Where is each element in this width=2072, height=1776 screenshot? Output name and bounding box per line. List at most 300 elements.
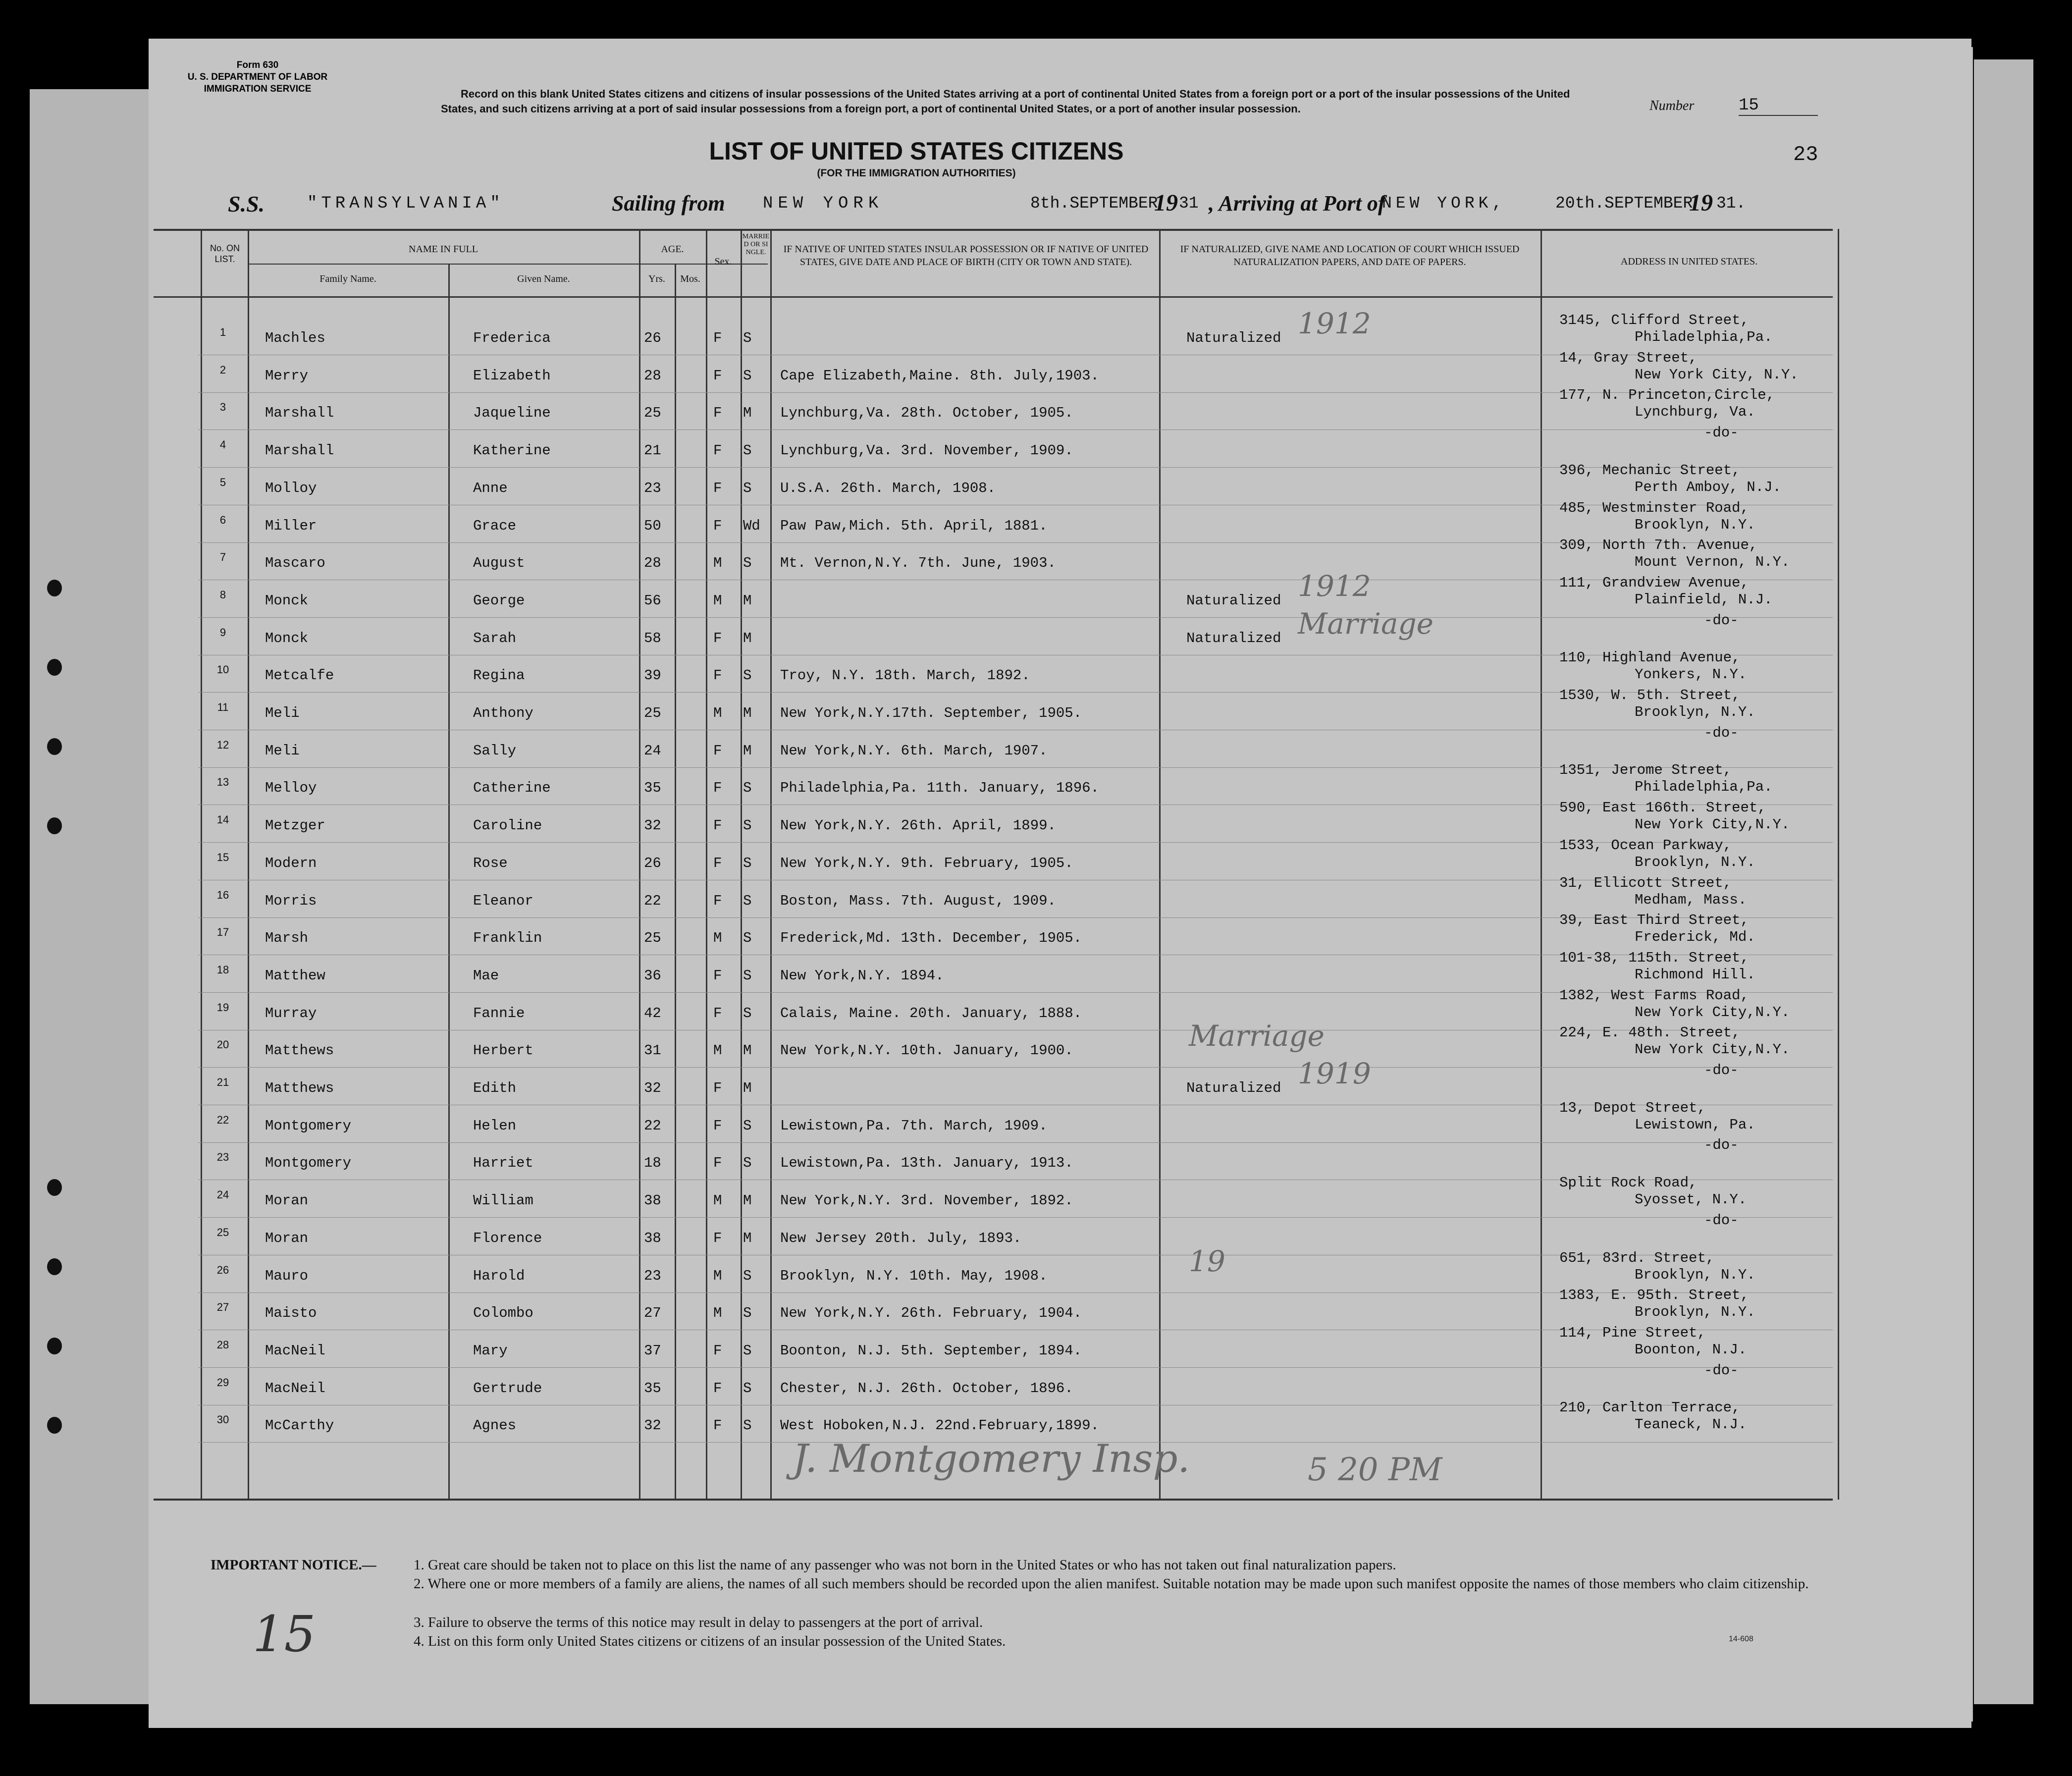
ship-name: "TRANSYLVANIA" xyxy=(307,194,504,213)
naturalization: Naturalized xyxy=(1186,1080,1281,1096)
family-name: Machles xyxy=(265,330,325,346)
family-name: Miller xyxy=(265,517,317,534)
col-header-birth: IF NATIVE OF UNITED STATES INSULAR POSSESSION OR IF NATIVE OF UNITED STATES, GIVE DATE AND PLACE OF BIRTH (CITY OR TOWN AND STATE). xyxy=(783,244,1149,268)
ss-label: S.S. xyxy=(228,191,265,216)
birth-details: Lynchburg,Va. 3rd. November, 1909. xyxy=(780,442,1073,459)
sex: M xyxy=(713,705,722,721)
family-name: Mascaro xyxy=(265,555,325,572)
age-years: 36 xyxy=(644,967,661,984)
sex: F xyxy=(713,817,722,834)
address-line-2: Brooklyn, N.Y. xyxy=(1635,516,1755,533)
marital-status: M xyxy=(743,742,752,759)
address-line-1: 1382, West Farms Road, xyxy=(1559,987,1749,1004)
notice-item-2: 2. Where one or more members of a family are aliens, the names of all such members should be recorded upon the alien manifest. Suitable notation may be made upon such manifest opposite the names of those members who claim citizenship. xyxy=(414,1576,1809,1592)
address-line-1: -do- xyxy=(1704,612,1739,629)
sex: M xyxy=(713,1305,722,1322)
marital-status: S xyxy=(743,1417,752,1434)
address-line-1: 651, 83rd. Street, xyxy=(1559,1249,1715,1266)
row-number: 24 xyxy=(216,1188,229,1201)
birth-details: U.S.A. 26th. March, 1908. xyxy=(780,480,996,496)
family-name: Metcalfe xyxy=(265,667,334,684)
birth-details: Troy, N.Y. 18th. March, 1892. xyxy=(780,667,1030,684)
header-subrule xyxy=(248,264,768,265)
column-rule xyxy=(448,264,450,1500)
footer-code: 14-608 xyxy=(1729,1635,1753,1643)
marital-status: M xyxy=(743,1042,752,1059)
sex: M xyxy=(713,1267,722,1284)
row-number: 11 xyxy=(217,701,229,713)
naturalization: Naturalized xyxy=(1186,592,1281,609)
department-name: U. S. DEPARTMENT OF LABOR xyxy=(187,72,328,82)
address-line-1: -do- xyxy=(1704,1062,1739,1078)
given-name: Florence xyxy=(473,1230,542,1246)
row-rule xyxy=(198,1367,1833,1368)
row-number: 10 xyxy=(216,663,229,676)
address-line-1: 13, Depot Street, xyxy=(1559,1099,1706,1116)
sex: M xyxy=(713,1042,722,1059)
sailing-date: 8th.SEPTEMBER xyxy=(1030,194,1158,213)
address-line-1: 3145, Clifford Street, xyxy=(1559,312,1749,328)
address-line-1: -do- xyxy=(1704,1362,1739,1379)
given-name: Grace xyxy=(473,517,517,534)
address-line-2: Philadelphia,Pa. xyxy=(1635,329,1773,345)
address-line-2: New York City,N.Y. xyxy=(1635,1004,1790,1021)
column-rule xyxy=(706,229,707,1500)
form-number: Form 630 xyxy=(236,60,279,70)
handwritten-number: 15 xyxy=(253,1605,316,1663)
address-line-2: Teaneck, N.J. xyxy=(1635,1416,1747,1433)
binder-hole xyxy=(47,1179,62,1196)
age-years: 22 xyxy=(644,892,661,909)
birth-details: New York,N.Y. 9th. February, 1905. xyxy=(780,855,1073,871)
sex: F xyxy=(713,442,722,459)
birth-details: Philadelphia,Pa. 11th. January, 1896. xyxy=(780,780,1099,797)
marital-status: S xyxy=(743,1342,752,1359)
family-name: Marsh xyxy=(265,930,309,947)
age-years: 38 xyxy=(644,1230,661,1246)
birth-details: Brooklyn, N.Y. 10th. May, 1908. xyxy=(780,1267,1048,1284)
marital-status: S xyxy=(743,892,752,909)
birth-details: Calais, Maine. 20th. January, 1888. xyxy=(780,1005,1082,1022)
column-rule xyxy=(1541,229,1542,1500)
marital-status: M xyxy=(743,630,752,646)
col-header-name: NAME IN FULL xyxy=(409,244,478,255)
row-number: 27 xyxy=(216,1301,229,1314)
age-years: 32 xyxy=(644,1080,661,1096)
naturalization-note: Marriage xyxy=(1298,606,1434,641)
sex: F xyxy=(713,367,722,384)
form-id xyxy=(149,59,367,95)
address-line-1: 111, Grandview Avenue, xyxy=(1559,574,1749,591)
given-name: Helen xyxy=(473,1117,517,1134)
col-header-mos: Mos. xyxy=(680,273,700,284)
sex: F xyxy=(713,1230,722,1246)
age-years: 26 xyxy=(644,330,661,346)
marital-status: S xyxy=(743,817,752,834)
birth-details: Chester, N.J. 26th. October, 1896. xyxy=(780,1380,1073,1397)
family-name: Matthews xyxy=(265,1042,334,1059)
table-bottom-rule xyxy=(154,1499,1833,1501)
address-line-1: 210, Carlton Terrace, xyxy=(1559,1399,1741,1416)
given-name: Fannie xyxy=(473,1005,525,1022)
address-line-2: New York City, N.Y. xyxy=(1635,366,1799,383)
sex: F xyxy=(713,405,722,422)
row-number: 22 xyxy=(216,1113,229,1126)
row-number: 17 xyxy=(216,926,229,939)
given-name: Rose xyxy=(473,855,508,871)
family-name: Montgomery xyxy=(265,1155,352,1172)
binder-hole xyxy=(47,1258,62,1275)
address-line-2: Lewistown, Pa. xyxy=(1635,1116,1755,1133)
col-header-address: ADDRESS IN UNITED STATES. xyxy=(1620,256,1758,267)
given-name: Sarah xyxy=(473,630,517,646)
row-number: 1 xyxy=(219,326,226,338)
given-name: Gertrude xyxy=(473,1380,542,1397)
family-name: Matthews xyxy=(265,1080,334,1096)
address-line-1: 110, Highland Avenue, xyxy=(1559,649,1741,666)
address-line-2: Syosset, N.Y. xyxy=(1635,1191,1747,1208)
address-line-2: Mount Vernon, N.Y. xyxy=(1635,554,1790,571)
birth-details: Mt. Vernon,N.Y. 7th. June, 1903. xyxy=(780,555,1056,572)
marital-status: S xyxy=(743,442,752,459)
birth-details: New York,N.Y.17th. September, 1905. xyxy=(780,705,1082,721)
age-years: 27 xyxy=(644,1305,661,1322)
row-number: 15 xyxy=(216,851,229,863)
sex: M xyxy=(713,555,722,572)
table-top-rule xyxy=(154,229,1833,231)
given-name: Franklin xyxy=(473,930,542,947)
family-name: Moran xyxy=(265,1230,309,1246)
age-years: 35 xyxy=(644,780,661,797)
row-number: 6 xyxy=(219,513,226,526)
birth-details: West Hoboken,N.J. 22nd.February,1899. xyxy=(780,1417,1099,1434)
marital-status: M xyxy=(743,705,752,721)
naturalization-note: 1919 xyxy=(1298,1057,1371,1090)
given-name: Jaqueline xyxy=(473,405,551,422)
address-line-2: Philadelphia,Pa. xyxy=(1635,779,1773,796)
age-years: 32 xyxy=(644,817,661,834)
address-line-2: Richmond Hill. xyxy=(1635,966,1755,983)
birth-details: New York,N.Y. 26th. February, 1904. xyxy=(780,1305,1082,1322)
row-number: 21 xyxy=(216,1076,229,1088)
sex: F xyxy=(713,780,722,797)
col-header-given: Given Name. xyxy=(517,273,570,284)
family-name: Montgomery xyxy=(265,1117,352,1134)
column-rule xyxy=(248,229,249,1500)
column-rule xyxy=(639,229,640,1500)
col-header-naturalized: IF NATURALIZED, GIVE NAME AND LOCATION OF COURT WHICH ISSUED NATURALIZATION PAPERS, AND DATE OF PAPERS. xyxy=(1180,244,1520,268)
age-years: 21 xyxy=(644,442,661,459)
birth-details: New York,N.Y. 3rd. November, 1892. xyxy=(780,1192,1073,1209)
age-years: 25 xyxy=(644,405,661,422)
row-rule xyxy=(198,1142,1833,1143)
row-number: 8 xyxy=(219,588,226,601)
sex: F xyxy=(713,630,722,646)
address-line-1: 101-38, 115th. Street, xyxy=(1559,949,1749,966)
given-name: Anne xyxy=(473,480,508,496)
address-line-2: Brooklyn, N.Y. xyxy=(1635,1304,1755,1321)
row-number: 12 xyxy=(216,738,229,751)
row-number: 2 xyxy=(219,363,226,376)
birth-details: Lewistown,Pa. 7th. March, 1909. xyxy=(780,1117,1048,1134)
family-name: Marshall xyxy=(265,442,334,459)
row-number: 18 xyxy=(216,963,229,976)
sex: F xyxy=(713,517,722,534)
given-name: Frederica xyxy=(473,330,551,346)
family-name: McCarthy xyxy=(265,1417,334,1434)
address-line-2: Frederick, Md. xyxy=(1635,929,1755,946)
marital-status: M xyxy=(743,1230,752,1246)
service-name: IMMIGRATION SERVICE xyxy=(204,84,312,94)
col-header-family: Family Name. xyxy=(319,273,376,284)
sex: F xyxy=(713,967,722,984)
birth-details: Lynchburg,Va. 28th. October, 1905. xyxy=(780,405,1073,422)
number-label: Number xyxy=(1649,98,1695,113)
naturalization-note: 19 xyxy=(1189,1244,1225,1278)
birth-details: Paw Paw,Mich. 5th. April, 1881. xyxy=(780,517,1048,534)
sex: F xyxy=(713,1080,722,1096)
address-line-2: New York City,N.Y. xyxy=(1635,1041,1790,1058)
notice-item-3: 3. Failure to observe the terms of this notice may result in delay to passengers at the port of arrival. xyxy=(414,1615,983,1630)
row-number: 5 xyxy=(219,476,226,488)
sex: F xyxy=(713,1342,722,1359)
family-name: Meli xyxy=(265,705,300,721)
age-years: 18 xyxy=(644,1155,661,1172)
marital-status: S xyxy=(743,667,752,684)
column-rule xyxy=(1159,229,1161,1500)
marital-status: S xyxy=(743,1117,752,1134)
binder-strip xyxy=(30,89,154,1704)
given-name: Harriet xyxy=(473,1155,533,1172)
age-years: 56 xyxy=(644,592,661,609)
col-header-no: No. ON LIST. xyxy=(210,243,240,264)
arrival-date: 20th.SEPTEMBER xyxy=(1555,194,1693,213)
row-number: 29 xyxy=(216,1376,229,1389)
binder-hole xyxy=(47,659,62,676)
sex: F xyxy=(713,330,722,346)
family-name: Monck xyxy=(265,592,309,609)
marital-status: S xyxy=(743,1005,752,1022)
address-line-2: Brooklyn, N.Y. xyxy=(1635,704,1755,720)
marital-status: M xyxy=(743,1192,752,1209)
address-line-1: 14, Gray Street, xyxy=(1559,349,1698,366)
address-line-2: New York City,N.Y. xyxy=(1635,816,1790,833)
column-rule xyxy=(201,229,202,1500)
given-name: Mae xyxy=(473,967,499,984)
age-years: 37 xyxy=(644,1342,661,1359)
family-name: Molloy xyxy=(265,480,317,496)
row-number: 7 xyxy=(219,551,226,564)
family-name: Meli xyxy=(265,742,300,759)
row-rule xyxy=(198,1067,1833,1068)
address-line-1: 224, E. 48th. Street, xyxy=(1559,1024,1741,1041)
col-header-age: AGE. xyxy=(661,244,684,255)
address-line-1: -do- xyxy=(1704,425,1739,441)
marital-status: S xyxy=(743,1267,752,1284)
given-name: Caroline xyxy=(473,817,542,834)
given-name: Elizabeth xyxy=(473,367,551,384)
family-name: Monck xyxy=(265,630,309,646)
address-line-1: 31, Ellicott Street, xyxy=(1559,874,1732,891)
age-years: 32 xyxy=(644,1417,661,1434)
birth-details: Cape Elizabeth,Maine. 8th. July,1903. xyxy=(780,367,1099,384)
family-name: Mauro xyxy=(265,1267,309,1284)
birth-details: New York,N.Y. 1894. xyxy=(780,967,944,984)
arriving-label: , Arriving at Port of xyxy=(1209,191,1385,215)
sex: M xyxy=(713,930,722,947)
age-years: 39 xyxy=(644,667,661,684)
marital-status: M xyxy=(743,592,752,609)
row-number: 14 xyxy=(216,813,229,826)
marital-status: S xyxy=(743,780,752,797)
age-years: 24 xyxy=(644,742,661,759)
marital-status: S xyxy=(743,855,752,871)
col-header-marital: MARRIED OR SINGLE. xyxy=(742,233,770,256)
address-line-2: Perth Amboy, N.J. xyxy=(1635,479,1781,495)
family-name: Maisto xyxy=(265,1305,317,1322)
address-line-1: -do- xyxy=(1704,1137,1739,1154)
family-name: MacNeil xyxy=(265,1342,325,1359)
time-note: 5 20 PM xyxy=(1308,1452,1442,1488)
departure-port: NEW YORK xyxy=(763,194,884,213)
sex: F xyxy=(713,855,722,871)
column-rule xyxy=(675,264,676,1500)
sex: F xyxy=(713,1005,722,1022)
given-name: Catherine xyxy=(473,780,551,797)
given-name: Harold xyxy=(473,1267,525,1284)
birth-details: New York,N.Y. 26th. April, 1899. xyxy=(780,817,1056,834)
notice-item-1: 1. Great care should be taken not to place on this list the name of any passenger who was not born in the United States or who has not taken out final naturalization papers. xyxy=(414,1557,1396,1573)
birth-details: New Jersey 20th. July, 1893. xyxy=(780,1230,1022,1246)
age-years: 58 xyxy=(644,630,661,646)
birth-details: Frederick,Md. 13th. December, 1905. xyxy=(780,930,1082,947)
age-years: 25 xyxy=(644,930,661,947)
address-line-2: Yonkers, N.Y. xyxy=(1635,666,1747,683)
column-rule xyxy=(741,229,742,1500)
sex: F xyxy=(713,480,722,496)
address-line-2: Plainfield, N.J. xyxy=(1635,591,1773,608)
header-bottom-rule xyxy=(154,296,1833,298)
given-name: George xyxy=(473,592,525,609)
sex: F xyxy=(713,1117,722,1134)
given-name: August xyxy=(473,555,525,572)
age-years: 23 xyxy=(644,480,661,496)
binder-hole xyxy=(47,1338,62,1354)
sex: F xyxy=(713,742,722,759)
marital-status: M xyxy=(743,405,752,422)
list-number: 15 xyxy=(1739,96,1818,116)
binder-hole xyxy=(47,817,62,834)
age-years: 35 xyxy=(644,1380,661,1397)
address-line-1: 309, North 7th. Avenue, xyxy=(1559,537,1758,554)
year-prefix: 19 xyxy=(1689,190,1713,216)
row-number: 20 xyxy=(216,1038,229,1051)
given-name: Sally xyxy=(473,742,517,759)
age-years: 23 xyxy=(644,1267,661,1284)
row-number: 26 xyxy=(216,1263,229,1276)
given-name: Katherine xyxy=(473,442,551,459)
column-rule xyxy=(1838,229,1839,1500)
naturalization-note: Marriage xyxy=(1189,1019,1325,1053)
family-name: Merry xyxy=(265,367,309,384)
row-number: 19 xyxy=(216,1001,229,1014)
row-number: 16 xyxy=(216,888,229,901)
sex: F xyxy=(713,1155,722,1172)
birth-details: New York,N.Y. 10th. January, 1900. xyxy=(780,1042,1073,1059)
marital-status: S xyxy=(743,480,752,496)
marital-status: S xyxy=(743,930,752,947)
sex: M xyxy=(713,592,722,609)
marital-status: S xyxy=(743,967,752,984)
address-line-1: -do- xyxy=(1704,724,1739,741)
naturalization-note: 1912 xyxy=(1298,569,1371,603)
given-name: Agnes xyxy=(473,1417,517,1434)
address-line-2: Lynchburg, Va. xyxy=(1635,404,1755,421)
row-number: 30 xyxy=(216,1413,229,1426)
family-name: Marshall xyxy=(265,405,334,422)
sex: F xyxy=(713,667,722,684)
address-line-2: Boonton, N.J. xyxy=(1635,1341,1747,1358)
birth-details: Boston, Mass. 7th. August, 1909. xyxy=(780,892,1056,909)
address-line-2: Brooklyn, N.Y. xyxy=(1635,1266,1755,1283)
given-name: Regina xyxy=(473,667,525,684)
row-number: 13 xyxy=(216,776,229,789)
notice-item-4: 4. List on this form only United States citizens or citizens of an insular possession of the United States. xyxy=(414,1633,1006,1649)
naturalization: Naturalized xyxy=(1186,630,1281,646)
marital-status: M xyxy=(743,1080,752,1096)
marital-status: Wd xyxy=(743,517,760,534)
address-line-2: Brooklyn, N.Y. xyxy=(1635,854,1755,870)
form-instruction: Record on this blank United States citizens and citizens of insular possessions of the United States arriving at a port of continental United States from a foreign port or a port of the insular possessions of the United States, and such citizens arriving at a port of said insular possessions from a foreign port, a port of continental United States, or a port of another insular possession. xyxy=(441,88,1570,115)
address-line-1: 39, East Third Street, xyxy=(1559,912,1749,929)
notice-heading: IMPORTANT NOTICE.— xyxy=(211,1557,376,1573)
row-number: 25 xyxy=(216,1226,229,1238)
page-subtitle: (FOR THE IMMIGRATION AUTHORITIES) xyxy=(817,167,1016,179)
arrival-port: NEW YORK, xyxy=(1382,194,1506,213)
row-number: 3 xyxy=(219,401,226,414)
naturalization: Naturalized xyxy=(1186,330,1281,346)
arrival-year: 31. xyxy=(1716,194,1746,213)
address-line-2: Medham, Mass. xyxy=(1635,891,1747,908)
age-years: 28 xyxy=(644,555,661,572)
row-number: 9 xyxy=(219,626,226,639)
address-line-1: Split Rock Road, xyxy=(1559,1175,1698,1191)
marital-status: S xyxy=(743,1155,752,1172)
family-name: Melloy xyxy=(265,780,317,797)
binder-hole xyxy=(47,738,62,755)
sex: F xyxy=(713,1380,722,1397)
birth-details: Lewistown,Pa. 13th. January, 1913. xyxy=(780,1155,1073,1172)
given-name: Eleanor xyxy=(473,892,533,909)
col-header-sex: Sex. xyxy=(714,256,732,267)
given-name: Anthony xyxy=(473,705,533,721)
page-title: LIST OF UNITED STATES CITIZENS xyxy=(709,137,1124,165)
age-years: 50 xyxy=(644,517,661,534)
given-name: Edith xyxy=(473,1080,517,1096)
address-line-1: 177, N. Princeton,Circle, xyxy=(1559,387,1775,404)
row-number: 4 xyxy=(219,438,226,451)
birth-details: New York,N.Y. 6th. March, 1907. xyxy=(780,742,1048,759)
sex: F xyxy=(713,892,722,909)
marital-status: S xyxy=(743,1380,752,1397)
marital-status: S xyxy=(743,1305,752,1322)
address-line-1: 1530, W. 5th. Street, xyxy=(1559,687,1741,703)
age-years: 31 xyxy=(644,1042,661,1059)
age-years: 42 xyxy=(644,1005,661,1022)
age-years: 26 xyxy=(644,855,661,871)
family-name: Modern xyxy=(265,855,317,871)
naturalization-note: 1912 xyxy=(1298,307,1371,340)
